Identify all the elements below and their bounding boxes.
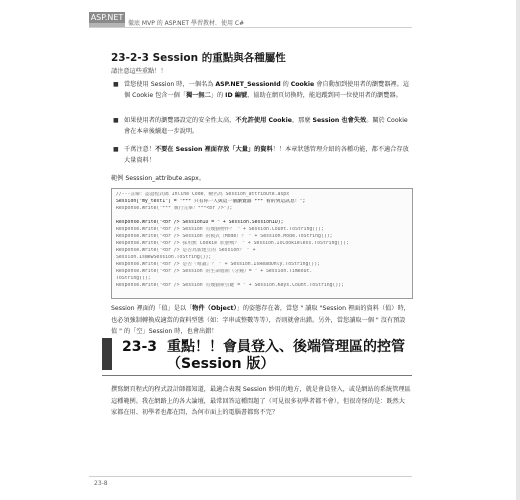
body-text: 會自動加到使用者的瀏覽器裡。這個 Cookie 包含一個「 xyxy=(124,81,410,99)
section-heading-bar xyxy=(102,338,112,370)
bullet-item-3 xyxy=(124,145,412,166)
header-rule xyxy=(89,27,412,28)
code-line: //---註解：認證程式碼 Inline Code，檢名為 Session_attribute.aspx xyxy=(116,192,290,197)
body-text: ，那麼 xyxy=(291,117,313,124)
code-line: Response.Write("<br /> SessionID = " + Session.SessionID); xyxy=(116,220,284,225)
code-line: Session.IsNewSession.ToString()); xyxy=(116,255,212,260)
emphasis-text: 獨一無二 xyxy=(186,91,211,99)
emphasis-text: Cookie xyxy=(290,81,315,88)
code-line: Session["my_test1"] = "*** 只有你一人與這一個瀏覽器 *** 看的到這訊息！"; xyxy=(116,199,306,204)
body-text: ！！本章狀態管理介紹的各種功能，都不適合存放大量資料！ xyxy=(124,146,409,164)
code-line: Response.Write("<br /> Session 有幾個索引鍵 = " + Session.Keys.Count.ToString()); xyxy=(116,283,345,288)
code-line: Response.Write("<br /> Session 的模式（Mode）？ " + Session.Mode.ToString()); xyxy=(116,234,333,239)
bullet-icon: ■ xyxy=(113,117,119,124)
body-text: 的 xyxy=(280,81,291,88)
example-label: 範例 Sesssion_attribute.aspx。 xyxy=(111,175,206,182)
body-text: 。關於 Cookie 會在本章後續進一步說明。 xyxy=(124,117,408,135)
code-line: Response.Write("<br /> 是否為新建立的 Session？ " + xyxy=(116,248,256,253)
code-line: Response.Write("<br /> Session 的生命週期（分鐘）= " + Session.Timeout. xyxy=(116,269,313,274)
body-text: 千萬注意！ xyxy=(124,146,155,153)
code-line: ToString()); xyxy=(116,276,151,281)
bullet-item-2 xyxy=(124,116,412,137)
section-number-23-3: 23-3 xyxy=(122,339,158,355)
page-number: 23-8 xyxy=(94,480,108,487)
header-logo: ASP.NET xyxy=(90,13,124,22)
code-line: Response.Write("<br /> Session 有幾個物件？ " + Session.Count.ToString()); xyxy=(116,227,324,232)
closing-paragraph: 撰寫網頁程式的程式設計師都知道，最適合表現 Session 妙用的地方，就是會員登入，或是網站的系統管理區這種範例。我在網路上的各大論壇，最常回答這種問題了（可見很多初學者都不會），但很奇怪的是：既然大家都在用、初學者也都在問，為何市面上的電腦書都寫不完？ xyxy=(111,386,411,416)
footer-rule xyxy=(89,476,412,477)
code-listing xyxy=(111,188,413,299)
body-text: 」的 xyxy=(210,91,226,99)
emphasis-text: 不要在 Session 裡面存放「大量」的資料 xyxy=(154,146,273,153)
emphasis-text: ASP.NET_SessionId xyxy=(215,81,281,88)
emphasis-text: ID 編號 xyxy=(225,91,248,99)
body-text: Session 裡面的「值」是以「 xyxy=(111,305,193,312)
code-line: Response.Write("<br /> 是否『唯讀』？ " + Session.IsReadOnly.ToString()); xyxy=(116,262,320,267)
section-title-23-3: 重點！！會員登入、後端管理區的控管（Session 版） xyxy=(167,339,405,372)
after-code-paragraph xyxy=(111,303,411,338)
bullet-icon: ■ xyxy=(113,81,119,88)
header-title: 徹底 MVP 的 ASP.NET 學習教材．使用 C# xyxy=(128,20,245,27)
code-line: Response.Write("<br /> 採用無 Cookie 狀態嗎？ " + Session.IsCookieless.ToString()); xyxy=(116,241,349,246)
body-text: 」的姿態存在著，當您 " 讀取 "Session 裡面的資料（值）時，也必須強制轉換成適當的資料型態（如：字串或整數等等），否則就會出錯。另外，當您讀取一個 " 沒有預設值 " 的「空」Session 時，也會出錯！ xyxy=(111,305,410,335)
section-intro: 請注意這些重點！！ xyxy=(111,68,167,75)
bullet-item-1 xyxy=(124,80,412,101)
body-text: 當您使用 Session 時，一個名為 xyxy=(124,81,216,88)
section-heading-rule xyxy=(102,375,412,376)
body-text: 如果使用者的瀏覽器設定的安全性太高， xyxy=(124,117,236,124)
section-heading-23-2-3: 23-2-3 Session 的重點與各種屬性 xyxy=(111,52,286,64)
emphasis-text: 物件（Object） xyxy=(192,305,237,312)
emphasis-text: Session 也會失效 xyxy=(312,117,367,124)
page-edge xyxy=(516,0,520,500)
code-line: Response.Write("*** 執行完畢！***<br />"); xyxy=(116,206,233,211)
emphasis-text: 不允許使用 Cookie xyxy=(235,117,292,124)
body-text: ，協助在網頁切換時，能追蹤到同一位使用者的瀏覽器。 xyxy=(247,91,402,99)
bullet-icon: ■ xyxy=(113,146,119,153)
